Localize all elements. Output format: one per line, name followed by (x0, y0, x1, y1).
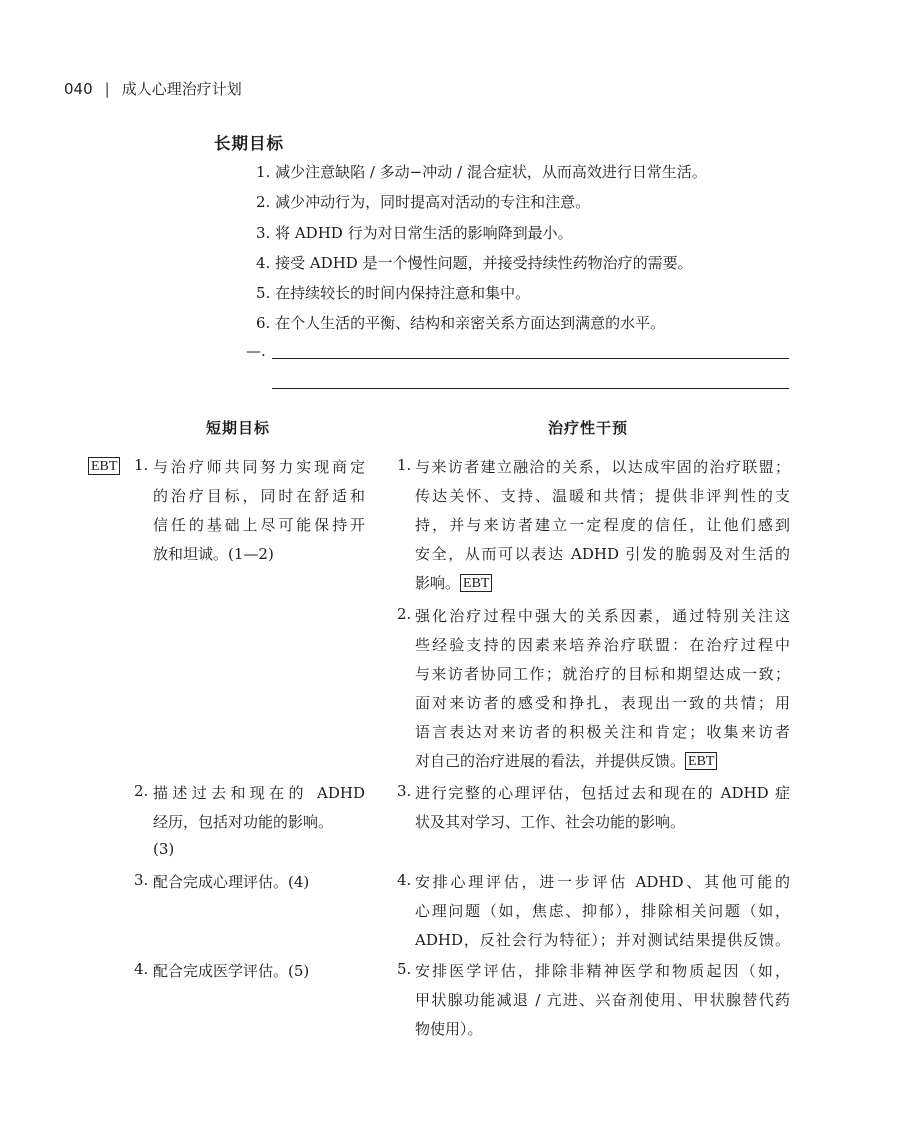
blank-item-prefix: —. (246, 342, 266, 360)
intervention-number: 3. (397, 782, 412, 800)
intervention-line: 与来访者建立融洽的关系，以达成牢固的治疗联盟； (415, 458, 790, 476)
intervention-line: 心理问题（如，焦虑、抑郁），排除相关问题（如， (415, 902, 790, 920)
short-term-goal-number: 3. (134, 871, 149, 889)
short-term-goal-number: 1. (134, 456, 149, 474)
intervention-line: 持，并与来访者建立一定程度的信任，让他们感到 (415, 516, 790, 534)
blank-fill-line (272, 388, 789, 389)
intervention-line: 安排心理评估，进一步评估 ADHD、其他可能的 (415, 873, 790, 891)
short-term-goal-line: 配合完成医学评估。(5) (153, 962, 310, 980)
short-term-goal-line: (3) (153, 840, 175, 858)
short-term-goal-line: 与治疗师共同努力实现商定 (153, 458, 365, 476)
interventions-heading: 治疗性干预 (548, 419, 629, 437)
short-term-goal-line: 信任的基础上尽可能保持开 (153, 516, 365, 534)
intervention-number: 4. (397, 871, 412, 889)
short-term-goal-number: 2. (134, 782, 149, 800)
intervention-line: 进行完整的心理评估，包括过去和现在的 ADHD 症 (415, 784, 790, 802)
long-term-goal: 5. 在持续较长的时间内保持注意和集中。 (256, 284, 531, 302)
ebt-badge: EBT (88, 457, 120, 475)
intervention-line: 传达关怀、支持、温暖和共情；提供非评判性的支 (415, 487, 790, 505)
running-header (64, 78, 242, 99)
intervention-text: 影响。 (415, 574, 461, 592)
intervention-line (415, 750, 790, 771)
intervention-number: 2. (397, 605, 412, 623)
ebt-badge: EBT (685, 752, 717, 770)
intervention-number: 1. (397, 456, 412, 474)
long-term-goal: 2. 减少冲动行为，同时提高对活动的专注和注意。 (256, 193, 591, 211)
intervention-line (415, 572, 790, 593)
intervention-line: 与来访者协同工作；就治疗的目标和期望达成一致； (415, 665, 790, 683)
short-term-goal-line: 描述过去和现在的 ADHD (153, 784, 365, 802)
short-term-goal-line: 经历，包括对功能的影响。 (153, 813, 334, 831)
short-term-goal-line: 的治疗目标，同时在舒适和 (153, 487, 365, 505)
short-term-goal-line: 放和坦诚。(1—2) (153, 545, 274, 563)
intervention-line: 物使用）。 (415, 1020, 483, 1038)
short-term-goal-line: 配合完成心理评估。(4) (153, 873, 310, 891)
intervention-line: 安排医学评估，排除非精神医学和物质起因（如， (415, 962, 790, 980)
intervention-line: 安全，从而可以表达 ADHD 引发的脆弱及对生活的 (415, 545, 790, 563)
long-term-goal: 3. 将 ADHD 行为对日常生活的影响降到最小。 (256, 224, 573, 242)
page-number: 040 (64, 80, 93, 98)
header-separator: | (104, 80, 110, 98)
intervention-line: ADHD，反社会行为特征）；并对测试结果提供反馈。 (415, 931, 790, 949)
long-term-goals-heading: 长期目标 (214, 134, 284, 153)
short-term-goal-number: 4. (134, 960, 149, 978)
long-term-goal: 1. 减少注意缺陷 / 多动−冲动 / 混合症状，从而高效进行日常生活。 (256, 163, 707, 181)
book-title: 成人心理治疗计划 (121, 80, 242, 98)
intervention-text: 对自己的治疗进展的看法，并提供反馈。 (415, 752, 686, 770)
intervention-line: 状及其对学习、工作、社会功能的影响。 (415, 813, 686, 831)
intervention-line: 甲状腺功能减退 / 亢进、兴奋剂使用、甲状腺替代药 (415, 991, 790, 1009)
intervention-line: 强化治疗过程中强大的关系因素，通过特别关注这 (415, 607, 790, 625)
intervention-number: 5. (397, 960, 412, 978)
short-term-goals-heading: 短期目标 (206, 419, 271, 437)
long-term-goal: 4. 接受 ADHD 是一个慢性问题，并接受持续性药物治疗的需要。 (256, 254, 693, 272)
intervention-line: 语言表达对来访者的积极关注和肯定；收集来访者 (415, 723, 790, 741)
long-term-goal: 6. 在个人生活的平衡、结构和亲密关系方面达到满意的水平。 (256, 314, 666, 332)
intervention-line: 些经验支持的因素来培养治疗联盟：在治疗过程中 (415, 636, 790, 654)
intervention-line: 面对来访者的感受和挣扎，表现出一致的共情；用 (415, 694, 790, 712)
blank-fill-line (272, 358, 789, 359)
ebt-badge: EBT (460, 574, 492, 592)
